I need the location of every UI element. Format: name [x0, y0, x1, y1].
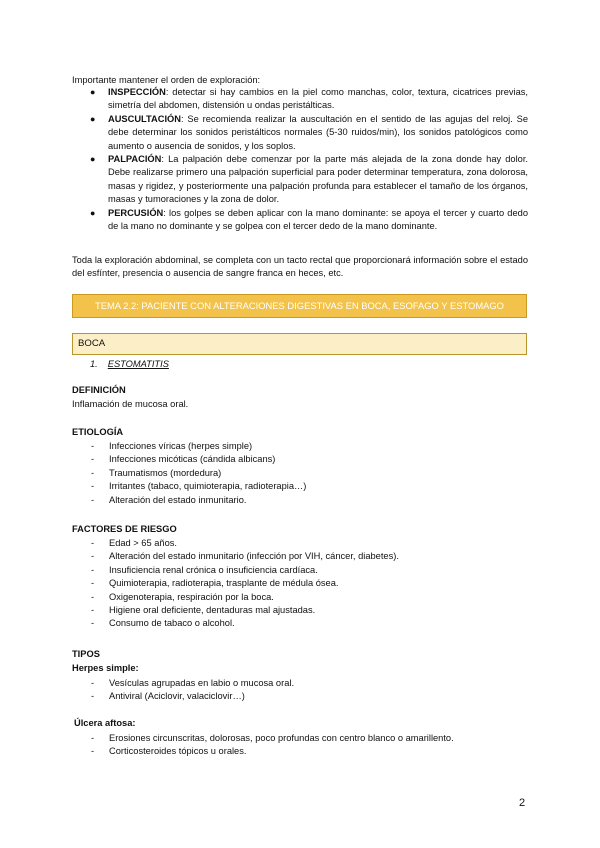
list-item: - Vesículas agrupadas en labio o mucosa oral.	[91, 678, 295, 688]
bullet-icon: ●	[90, 154, 96, 165]
exploration-term: AUSCULTACIÓN	[108, 113, 181, 124]
list-item: - Consumo de tabaco o alcohol.	[91, 618, 235, 629]
intro-text: Importante mantener el orden de exploración:	[72, 75, 261, 85]
exploration-item	[72, 86, 528, 113]
closing-paragraph: Toda la exploración abdominal, se completa con un tacto rectal que proporcionará información sobre el estado del esfínter, presencia o ausencia de sangre franca en heces, etc.	[72, 255, 528, 279]
bullet-icon: ●	[90, 113, 96, 124]
exploration-term: PERCUSIÓN	[108, 207, 164, 218]
list-item: - Higiene oral deficiente, dentaduras mal ajustadas.	[91, 605, 316, 616]
list-item: - Traumatismos (mordedura)	[91, 467, 222, 478]
bullet-icon: ●	[90, 207, 96, 218]
herpes-list	[72, 677, 528, 704]
exploration-list	[72, 86, 528, 233]
definicion-text: Inflamación de mucosa oral.	[72, 399, 189, 409]
list-item: - Antiviral (Aciclovir, valaciclovir…)	[91, 691, 245, 702]
ulcera-list	[72, 732, 528, 759]
list-item: - Erosiones circunscritas, dolorosas, poco profundas con centro blanco o amarillento.	[91, 733, 454, 743]
exploration-item	[72, 153, 528, 207]
bullet-icon: ●	[90, 87, 96, 97]
subsection-number: 1.	[90, 359, 98, 369]
herpes-heading: Herpes simple:	[72, 663, 139, 673]
etiologia-list	[72, 440, 528, 507]
list-item: - Quimioterapia, radioterapia, trasplante de médula ósea.	[91, 578, 339, 589]
exploration-text: : detectar si hay cambios en la piel como manchas, color, textura, cicatrices previas, simetría del abdomen, distensión u ondas peristálticas.	[108, 87, 528, 111]
exploration-text: : los golpes se deben aplicar con la mano dominante: se apoya el tercer y cuarto dedo de la mano no dominante y se golpea con el tercer dedo de la mano dominante.	[108, 207, 528, 232]
exploration-item	[72, 207, 528, 234]
list-item: - Alteración del estado inmunitario (infección por VIH, cáncer, diabetes).	[91, 551, 399, 562]
exploration-term: PALPACIÓN	[108, 154, 162, 165]
list-item: - Insuficiencia renal crónica o insuficiencia cardíaca.	[91, 564, 318, 575]
exploration-text: : La palpación debe comenzar por la parte más alejada de la zona donde hay dolor. Debe realizarse primero una palpación superficial para poder determinar temperatura, zona dolorosa, masas y rigidez, y posteriormente una palpación profunda para establecer el tamaño de los órganos, masas y tumoraciones y la zona de dolor.	[108, 154, 528, 205]
list-item: - Infecciones micóticas (cándida albicans)	[91, 454, 276, 465]
section-header: BOCA	[72, 333, 527, 355]
subsection-label: ESTOMATITIS	[107, 359, 169, 369]
exploration-text: : Se recomienda realizar la auscultación en el sentido de las agujas del reloj. Se debe determinar los sonidos peristálticos normales (5-30 ruidos/min), los sonidos patológicos como aumento o ausencia de sonidos, y los soplos.	[108, 113, 528, 151]
topic-banner: TEMA 2.2: PACIENTE CON ALTERACIONES DIGESTIVAS EN BOCA, ESOFAGO Y ESTOMAGO	[72, 294, 527, 318]
etiologia-heading: ETIOLOGÍA	[72, 427, 124, 437]
exploration-term: INSPECCIÓN	[108, 87, 166, 97]
factores-heading: FACTORES DE RIESGO	[72, 524, 177, 534]
page-number: 2	[519, 797, 526, 809]
subsection-title	[90, 358, 169, 371]
list-item: - Infecciones víricas (herpes simple)	[91, 441, 253, 451]
factores-list	[72, 537, 528, 631]
list-item: - Alteración del estado inmunitario.	[91, 494, 247, 505]
tipos-heading: TIPOS	[72, 649, 100, 659]
exploration-item	[72, 113, 528, 153]
list-item: - Irritantes (tabaco, quimioterapia, radioterapia…)	[91, 481, 307, 492]
definicion-heading: DEFINICIÓN	[72, 385, 126, 395]
list-item: - Edad > 65 años.	[91, 538, 177, 548]
list-item: - Corticosteroides tópicos u orales.	[91, 746, 247, 757]
list-item: - Oxigenoterapia, respiración por la boca.	[91, 591, 274, 602]
ulcera-heading: Úlcera aftosa:	[74, 718, 136, 728]
